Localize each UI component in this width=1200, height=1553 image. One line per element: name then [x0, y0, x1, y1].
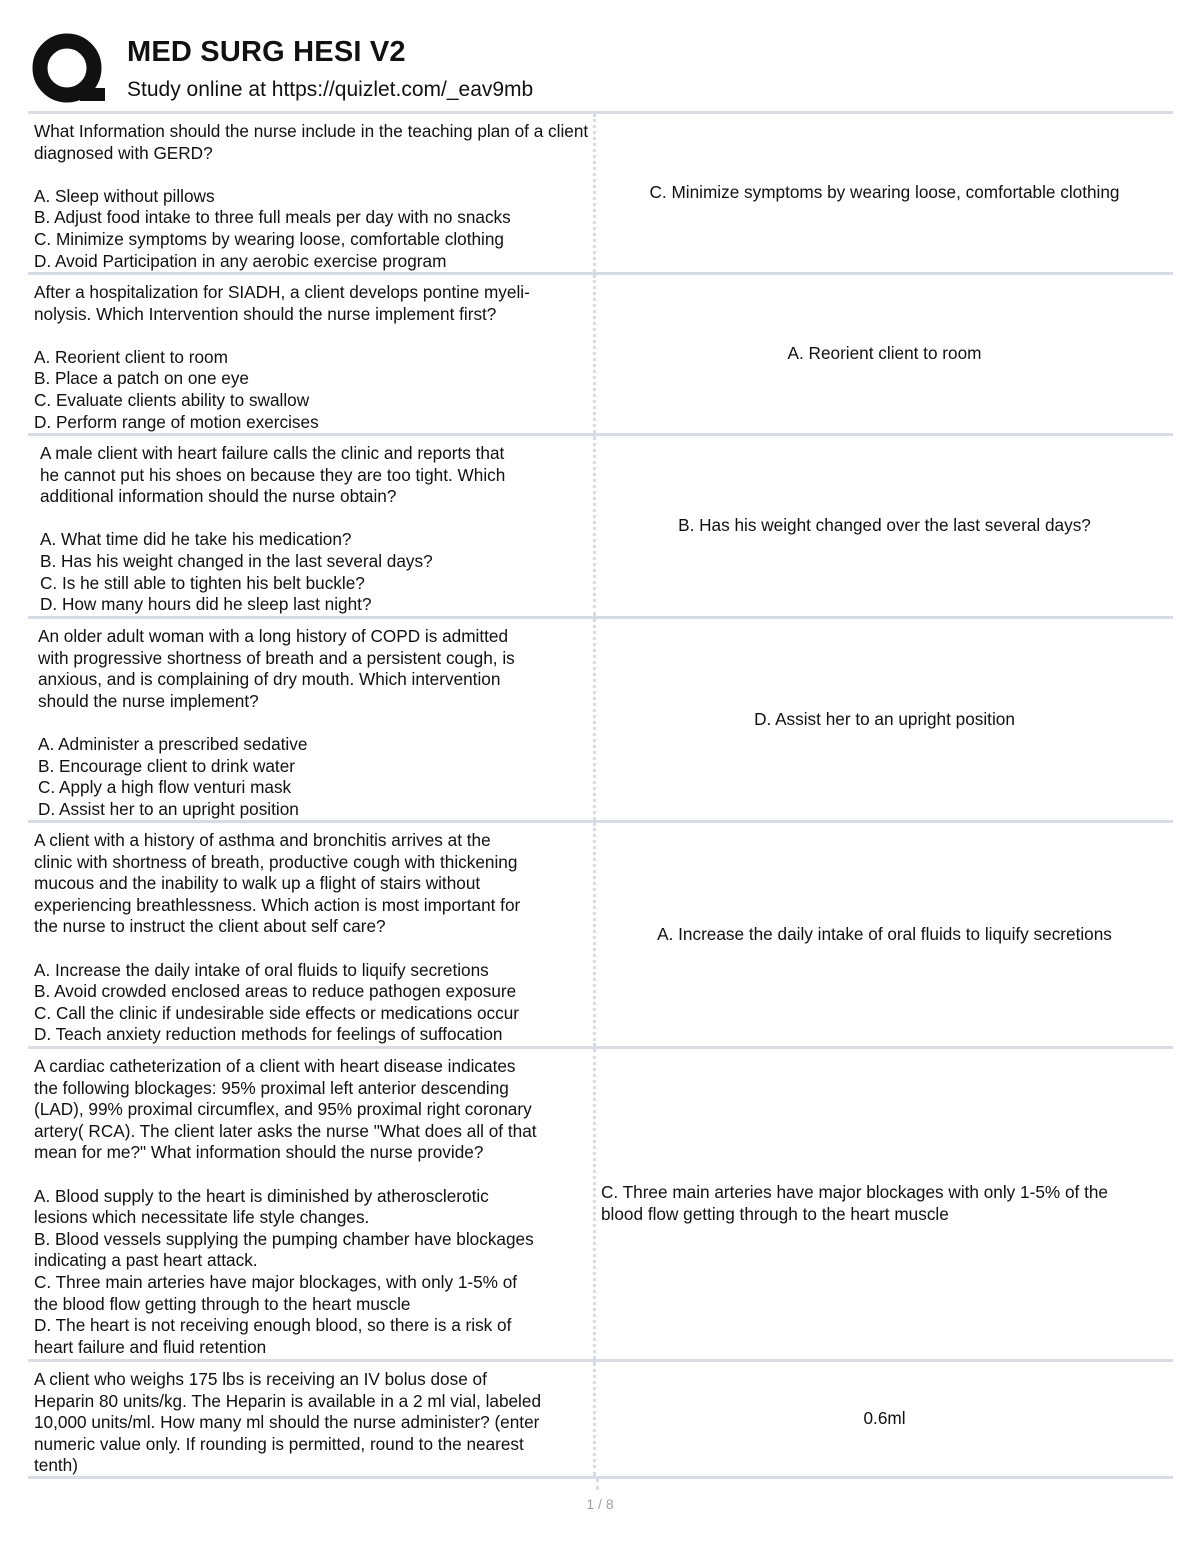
card-answer: 0.6ml [863, 1408, 906, 1429]
card-row [28, 436, 1173, 619]
flashcard-table [28, 111, 1173, 1479]
card-question: A client with a history of asthma and bronchitis arrives at the clinic with shortness of breath, productive cough with thickening mucous and the inability to walk up a flight of stairs without experiencing breathlessness. Which action is most important for the nurse to instruct the client about self care? A. Increase the daily intake of oral fluids to liquify secretions B. Avoid crowded enclosed areas to reduce pathogen exposure C. Call the clinic if undesirable side effects or medications occur D. Teach anxiety reduction methods for feelings of suffocation [28, 823, 596, 1046]
card-row [28, 619, 1173, 823]
card-row [28, 1362, 1173, 1479]
card-answer: A. Increase the daily intake of oral fluids to liquify secretions [657, 923, 1112, 944]
quizlet-logo-icon [30, 30, 108, 108]
card-answer: C. Three main arteries have major blockages with only 1-5% of the blood flow getting through to the heart muscle [601, 1182, 1108, 1224]
card-answer: D. Assist her to an upright position [754, 708, 1015, 729]
card-row [28, 275, 1173, 436]
card-question: A male client with heart failure calls the clinic and reports that he cannot put his shoes on because they are too tight. Which additional information should the nurse obtain? A. What time did he take his medication? B. Has his weight changed in the last several days? C. Is he still able to tighten his belt buckle? D. How many hours did he sleep last night? [28, 436, 596, 616]
page-header [30, 30, 1172, 110]
card-question: A client who weighs 175 lbs is receiving an IV bolus dose of Heparin 80 units/kg. The Heparin is available in a 2 ml vial, labeled 10,000 units/ml. How many ml should the nurse administer? (enter numeric value only. If rounding is permitted, round to the nearest tenth) [28, 1362, 596, 1476]
card-question: What Information should the nurse include in the teaching plan of a client diagnosed with GERD? A. Sleep without pillows B. Adjust food intake to three full meals per day with no snacks C. Minimize symptoms by wearing loose, comfortable clothing D. Avoid Participation in any aerobic exercise program [28, 114, 596, 272]
card-question: A cardiac catheterization of a client with heart disease indicates the following blockages: 95% proximal left anterior descending (LAD), 99% proximal circumflex, and 95% proximal right coronary artery( RCA). The client later asks the nurse "What does all of that mean for me?" What information should the nurse provide? A. Blood supply to the heart is diminished by atherosclerotic lesions which necessitate life style changes. B. Blood vessels supplying the pumping chamber have blockages indicating a past heart attack. C. Three main arteries have major blockages, with only 1-5% of the blood flow getting through to the heart muscle D. The heart is not receiving enough blood, so there is a risk of heart failure and fluid retention [28, 1049, 596, 1359]
card-question: An older adult woman with a long history of COPD is admitted with progressive shortness of breath and a persistent cough, is anxious, and is complaining of dry mouth. Which intervention should the nurse implement? A. Administer a prescribed sedative B. Encourage client to drink water C. Apply a high flow venturi mask D. Assist her to an upright position [28, 619, 596, 820]
card-row [28, 1049, 1173, 1362]
card-row [28, 114, 1173, 275]
card-question: After a hospitalization for SIADH, a client develops pontine myeli- nolysis. Which Intervention should the nurse implement first? A. Reorient client to room B. Place a patch on one eye C. Evaluate clients ability to swallow D. Perform range of motion exercises [28, 275, 596, 433]
card-answer: A. Reorient client to room [787, 343, 982, 364]
column-divider-tail [596, 1478, 599, 1490]
card-answer: B. Has his weight changed over the last several days? [678, 515, 1091, 536]
card-row [28, 823, 1173, 1049]
study-online-link[interactable]: Study online at https://quizlet.com/_eav9mb [127, 78, 534, 101]
document-title: MED SURG HESI V2 [127, 36, 406, 68]
card-answer: C. Minimize symptoms by wearing loose, comfortable clothing [649, 182, 1120, 203]
page-number: 1 / 8 [586, 1496, 614, 1512]
